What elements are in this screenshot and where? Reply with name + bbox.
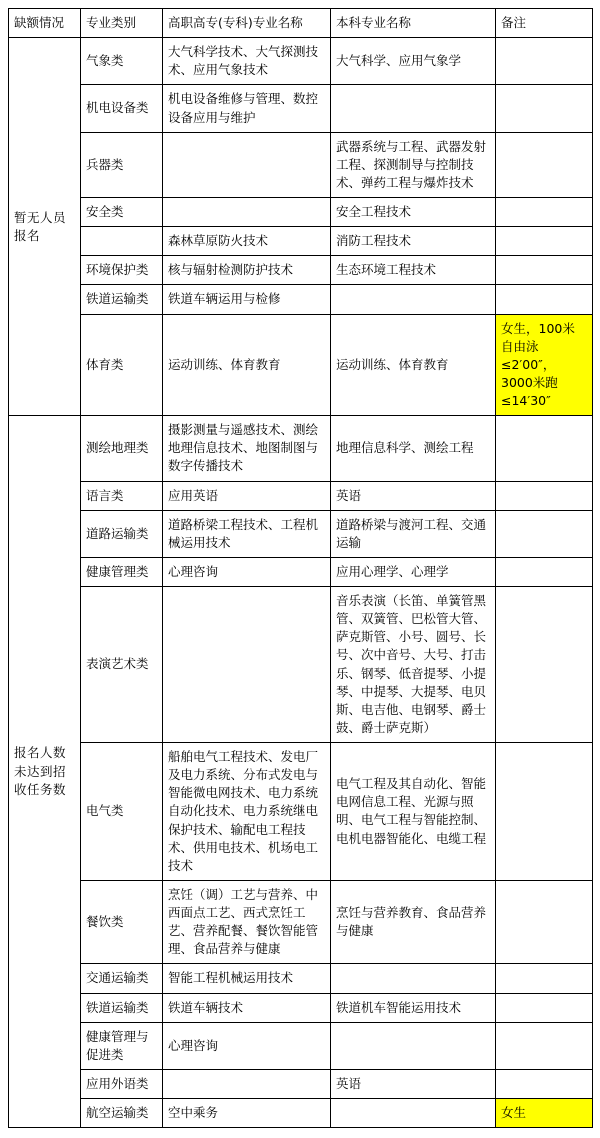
undergraduate-major-cell: [331, 1099, 496, 1128]
table-row: [9, 481, 593, 510]
remark-cell: [496, 227, 593, 256]
undergraduate-major-cell: [331, 85, 496, 132]
remark-cell: [496, 880, 593, 964]
vocational-major-cell: 大气科学技术、大气探测技术、应用气象技术: [163, 38, 331, 85]
undergraduate-major-cell: 安全工程技术: [331, 198, 496, 227]
undergraduate-major-cell: [331, 964, 496, 993]
category-cell: 语言类: [81, 481, 163, 510]
column-header-category: 专业类别: [81, 9, 163, 38]
remark-cell: [496, 993, 593, 1022]
category-cell: 航空运输类: [81, 1099, 163, 1128]
vocational-major-cell: 摄影测量与遥感技术、测绘地理信息技术、地图制图与数字传播技术: [163, 416, 331, 481]
remark-cell-highlighted: 女生: [496, 1099, 593, 1128]
group-label-line: 暂无人员: [14, 209, 67, 225]
undergraduate-major-cell: 音乐表演（长笛、单簧管黑管、双簧管、巴松管大管、萨克斯管、小号、圆号、长号、次中音号、大号、打击乐、钢琴、低音提琴、小提琴、中提琴、大提琴、电贝斯、电吉他、电钢琴、爵士鼓、爵士萨克斯）: [331, 587, 496, 743]
remark-cell: [496, 38, 593, 85]
table-row: [9, 314, 593, 416]
table-row: [9, 198, 593, 227]
vocational-major-cell: 应用英语: [163, 481, 331, 510]
remark-cell: [496, 743, 593, 881]
undergraduate-major-cell: 烹饪与营养教育、食品营养与健康: [331, 880, 496, 964]
remark-cell: [496, 510, 593, 557]
undergraduate-major-cell: [331, 285, 496, 314]
group-label-no-applicants: [9, 38, 81, 416]
remark-cell: [496, 964, 593, 993]
remark-cell: [496, 1069, 593, 1098]
table-row: [9, 1069, 593, 1098]
table-row: [9, 587, 593, 743]
vocational-major-cell: 铁道车辆技术: [163, 993, 331, 1022]
vocational-major-cell: 空中乘务: [163, 1099, 331, 1128]
category-cell: 表演艺术类: [81, 587, 163, 743]
group-label-insufficient-applicants: [9, 416, 81, 1128]
vocational-major-cell: 船舶电气工程技术、发电厂及电力系统、分布式发电与智能微电网技术、电力系统自动化技术、电力系统继电保护技术、输配电工程技术、供用电技术、机场电工技术: [163, 743, 331, 881]
undergraduate-major-cell: 铁道机车智能运用技术: [331, 993, 496, 1022]
table-row: [9, 743, 593, 881]
column-header-undergraduate-major: 本科专业名称: [331, 9, 496, 38]
category-cell: 铁道运输类: [81, 993, 163, 1022]
category-cell: 测绘地理类: [81, 416, 163, 481]
undergraduate-major-cell: 道路桥梁与渡河工程、交通运输: [331, 510, 496, 557]
undergraduate-major-cell: [331, 1022, 496, 1069]
category-cell: 环境保护类: [81, 256, 163, 285]
group-label-line: 报名: [14, 227, 41, 243]
table-row: [9, 1099, 593, 1128]
table-row: [9, 964, 593, 993]
group-label-line: 收任务数: [14, 781, 67, 797]
vocational-major-cell: [163, 198, 331, 227]
table-body: [9, 38, 593, 1128]
column-header-vocational-major: 高职高专(专科)专业名称: [163, 9, 331, 38]
vocational-major-cell: 机电设备维修与管理、数控设备应用与维护: [163, 85, 331, 132]
undergraduate-major-cell: 英语: [331, 481, 496, 510]
group-label-line: 未达到招: [14, 763, 67, 779]
vocational-major-cell: 心理咨询: [163, 1022, 331, 1069]
vocational-major-cell: 铁道车辆运用与检修: [163, 285, 331, 314]
recruitment-shortfall-table: [8, 8, 593, 1128]
category-cell: 餐饮类: [81, 880, 163, 964]
remark-cell: [496, 285, 593, 314]
remark-cell: [496, 481, 593, 510]
remark-cell: [496, 587, 593, 743]
vocational-major-cell: 心理咨询: [163, 557, 331, 586]
category-cell: 气象类: [81, 38, 163, 85]
remark-cell: [496, 416, 593, 481]
category-cell: 体育类: [81, 314, 163, 416]
undergraduate-major-cell: 生态环境工程技术: [331, 256, 496, 285]
remark-cell: [496, 85, 593, 132]
table-row: [9, 227, 593, 256]
table-row: [9, 285, 593, 314]
group-label-line: 报名人数: [14, 745, 67, 761]
remark-cell: [496, 557, 593, 586]
undergraduate-major-cell: 应用心理学、心理学: [331, 557, 496, 586]
vocational-major-cell: 烹饪（调）工艺与营养、中西面点工艺、西式烹饪工艺、营养配餐、餐饮智能管理、食品营养与健康: [163, 880, 331, 964]
undergraduate-major-cell: 英语: [331, 1069, 496, 1098]
vocational-major-cell: [163, 1069, 331, 1098]
table-row: [9, 38, 593, 85]
vocational-major-cell: 道路桥梁工程技术、工程机械运用技术: [163, 510, 331, 557]
vocational-major-cell: 智能工程机械运用技术: [163, 964, 331, 993]
undergraduate-major-cell: 电气工程及其自动化、智能电网信息工程、光源与照明、电气工程与智能控制、电机电器智能化、电缆工程: [331, 743, 496, 881]
category-cell: 电气类: [81, 743, 163, 881]
table-row: [9, 256, 593, 285]
category-cell: 健康管理与促进类: [81, 1022, 163, 1069]
category-cell: 道路运输类: [81, 510, 163, 557]
table-header: [9, 9, 593, 38]
remark-cell: [496, 198, 593, 227]
category-cell: 铁道运输类: [81, 285, 163, 314]
vocational-major-cell: 核与辐射检测防护技术: [163, 256, 331, 285]
category-cell: 健康管理类: [81, 557, 163, 586]
table-row: [9, 993, 593, 1022]
table-row: [9, 1022, 593, 1069]
category-cell: 兵器类: [81, 132, 163, 197]
vocational-major-cell: [163, 587, 331, 743]
table-row: [9, 880, 593, 964]
table-row: [9, 416, 593, 481]
vocational-major-cell: [163, 132, 331, 197]
category-cell: 安全类: [81, 198, 163, 227]
remark-cell: [496, 132, 593, 197]
vocational-major-cell: 森林草原防火技术: [163, 227, 331, 256]
undergraduate-major-cell: 地理信息科学、测绘工程: [331, 416, 496, 481]
table-header-row: [9, 9, 593, 38]
table-row: [9, 132, 593, 197]
remark-cell: [496, 1022, 593, 1069]
table-row: [9, 85, 593, 132]
remark-cell: [496, 256, 593, 285]
table-row: [9, 510, 593, 557]
undergraduate-major-cell: 大气科学、应用气象学: [331, 38, 496, 85]
category-cell: 应用外语类: [81, 1069, 163, 1098]
category-cell: [81, 227, 163, 256]
undergraduate-major-cell: 运动训练、体育教育: [331, 314, 496, 416]
vocational-major-cell: 运动训练、体育教育: [163, 314, 331, 416]
remark-cell-highlighted: 女生，100米自由泳≤2′00″，3000米跑≤14′30″: [496, 314, 593, 416]
category-cell: 机电设备类: [81, 85, 163, 132]
category-cell: 交通运输类: [81, 964, 163, 993]
undergraduate-major-cell: 武器系统与工程、武器发射工程、探测制导与控制技术、弹药工程与爆炸技术: [331, 132, 496, 197]
undergraduate-major-cell: 消防工程技术: [331, 227, 496, 256]
column-header-remark: 备注: [496, 9, 593, 38]
table-row: [9, 557, 593, 586]
column-header-shortfall: 缺额情况: [9, 9, 81, 38]
